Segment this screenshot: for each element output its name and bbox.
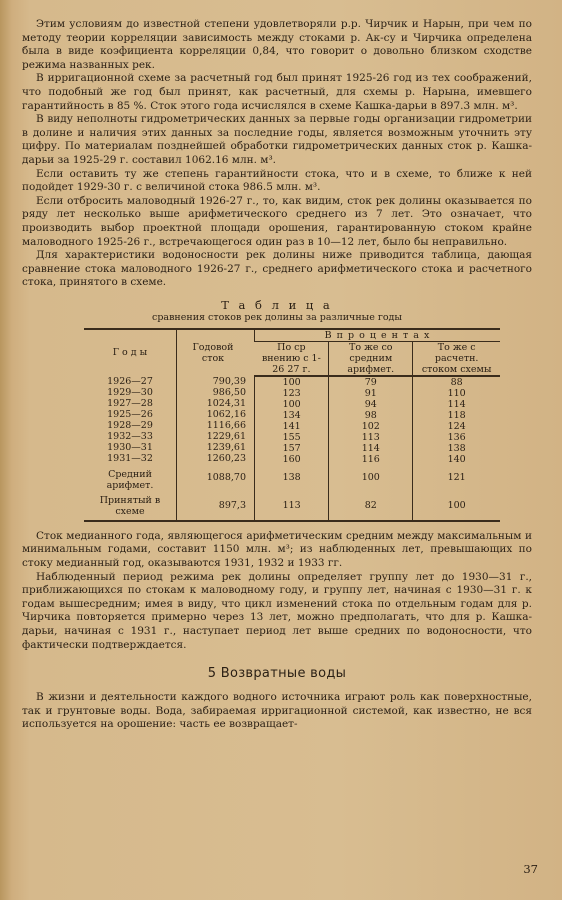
paragraph-hydrometry: В виду неполноты гидрометрических данных за первые годы организации гидрометрии в долине и наличия этих данных за последние годы, является возможным уточнить эту цифру. По материалам позднейшей обработки гидрометрических данных сток р. Кашка-дарьи за 1925-29 г. составил 1062.16 млн. м³. [22,113,532,166]
years-cell [84,376,177,465]
year-value: 1930—31 [107,442,153,454]
header-annual-flow: Годовой сток [177,329,255,376]
percent-vs-average-value: 79 [364,376,377,388]
accepted-flow: 897,3 [177,491,255,521]
p3-list [416,377,497,465]
page-content [22,18,532,732]
flow-list [180,376,246,464]
average-p1: 138 [255,465,329,491]
year-value: 1929—30 [107,387,153,399]
paragraph-median-year: Сток медианного года, являющегося арифметическим средним между максимальным и минимальным годами, составит 1150 млн. м³; из наблюденных лет, превышающих по стоку медианный год, оказываются 1931, 1932 и 1933 гг. [22,529,532,570]
average-flow: 1088,70 [177,465,255,491]
section-heading: 5 Возвратные воды [207,666,347,682]
p3-cell [413,376,500,465]
percent-vs-1926-value: 141 [282,420,301,432]
paragraph-design-year: В ирригационной схеме за расчетный год был принят 1925-26 год из тех соображений, что подобный же год был принят, как расчетный, для схемы р. Нарына, имевшего гарантийность в 85 %. Сток этого года исчислялся в схеме Кашка-дарьи в 897.3 млн. м³. [22,72,532,112]
flow-value: 790,39 [212,376,246,388]
paragraph-dry-year: Если отбросить маловодный 1926-27 г., то, как видим, сток рек долины оказывается по ряду лет несколько выше арифметического среднего из 7 лет. Это означает, что производить выбор проектной площади орошения, гарантированную стоком крайне маловодного 1925-26 г., встречающегося один раз в 10—12 лет, было бы неправильно. [22,194,532,248]
paragraph-guarantee: Если оставить ту же степень гарантийности стока, что и в схеме, то ближе к ней подойдет 1929-30 г. с величиной стока 986.5 млн. м³. [22,167,532,194]
percent-vs-design-value: 88 [450,376,463,388]
year-value: 1926—27 [107,376,153,388]
flow-value: 1024,31 [206,398,246,410]
percent-vs-1926-value: 100 [282,398,301,410]
percent-vs-1926-value: 160 [282,453,301,465]
percent-vs-1926-value: 155 [282,431,301,443]
flow-value: 1116,66 [206,420,246,432]
p2-cell [329,376,413,465]
year-value: 1928—29 [107,420,153,432]
table-row-accepted [84,491,500,521]
header-vs-design: То же с расчетн. стоком схемы [413,341,500,376]
percent-vs-design-value: 138 [447,442,466,454]
percent-vs-average-value: 98 [364,409,377,421]
percent-vs-design-value: 124 [447,420,466,432]
accepted-p2: 82 [329,491,413,521]
years-list [87,376,173,464]
accepted-p3: 100 [413,491,500,521]
paragraph-correlation: Этим условиям до известной степени удовлетворяли р.р. Чирчик и Нарын, при чем по методу теории корреляции зависимость между стоками р. Ак-су и Чирчика определена была в виде коэфициента корреляции 0,84, что говорит о довольно близком сходстве режима названных рек. [22,18,532,71]
flow-value: 1229,61 [206,431,246,443]
table-title: Т а б л и ц а [221,297,333,312]
flow-value: 1062,16 [206,409,246,421]
year-value: 1925—26 [107,409,153,421]
accepted-label: Принятый в схеме [84,491,177,521]
percent-vs-average-value: 94 [364,398,377,410]
average-p3: 121 [413,465,500,491]
table-subtitle: сравнения стоков рек долины за различные годы [152,311,402,323]
percent-vs-1926-value: 134 [282,409,301,421]
year-value: 1931—32 [107,453,153,465]
header-percent-group: В п р о ц е н т а х [255,329,501,342]
p1-list [258,377,325,465]
percent-vs-1926-value: 123 [282,387,301,399]
header-vs-1926: По ср внению с 1-26 27 г. [255,341,329,376]
percent-vs-average-value: 91 [364,387,377,399]
flow-cell [177,376,255,465]
flow-comparison-table [84,328,500,522]
flow-value: 1260,23 [206,453,246,465]
percent-vs-1926-value: 157 [282,442,301,454]
percent-vs-design-value: 114 [447,398,466,410]
paragraph-table-intro: Для характеристики водоносности рек долины ниже приводится таблица, дающая сравнение стока маловодного 1926-27 г., среднего арифметического стока и расчетного стока, принятого в схеме. [22,249,532,289]
percent-vs-average-value: 114 [361,442,380,454]
percent-vs-average-value: 102 [361,420,380,432]
table-row-average [84,465,500,491]
percent-vs-average-value: 113 [361,431,380,443]
percent-vs-average-value: 116 [361,453,380,465]
percent-vs-design-value: 118 [447,409,466,421]
average-label: Средний арифмет. [106,468,154,491]
percent-vs-design-value: 110 [447,387,466,399]
p2-list [332,377,409,465]
header-vs-average: То же со средним арифмет. [329,341,413,376]
paragraph-observed-period: Наблюденный период режима рек долины определяет группу лет до 1930—31 г., приближающихся по стокам к маловодному году, и группу лет, начиная с 1930—31 г. к годам вышесредним; имея в виду, что цикл изменений стока по отдельным годам для р. Чирчика повторяется примерно через 13 лет, можно предполагать, что для р. Кашка-дарьи, начиная с 1931 г., наступает период лет выше средних по водоносности, что фактически подтверждается. [22,570,532,651]
percent-vs-design-value: 140 [447,453,466,465]
table-row [84,376,500,465]
accepted-p1: 113 [255,491,329,521]
paragraph-return-water: В жизни и деятельности каждого водного источника играют роль как поверхностные, так и грунтовые воды. Вода, забираемая ирригационной системой, как известно, не вся используется на орошение: часть ее возвращает- [22,691,532,731]
p1-cell [255,376,329,465]
page-number: 37 [523,862,538,876]
flow-value: 986,50 [212,387,246,399]
header-years: Г о д ы [84,329,177,376]
average-p2: 100 [329,465,413,491]
year-value: 1927—28 [107,398,153,410]
year-value: 1932—33 [107,431,153,443]
flow-value: 1239,61 [206,442,246,454]
percent-vs-design-value: 136 [447,431,466,443]
percent-vs-1926-value: 100 [282,376,301,388]
